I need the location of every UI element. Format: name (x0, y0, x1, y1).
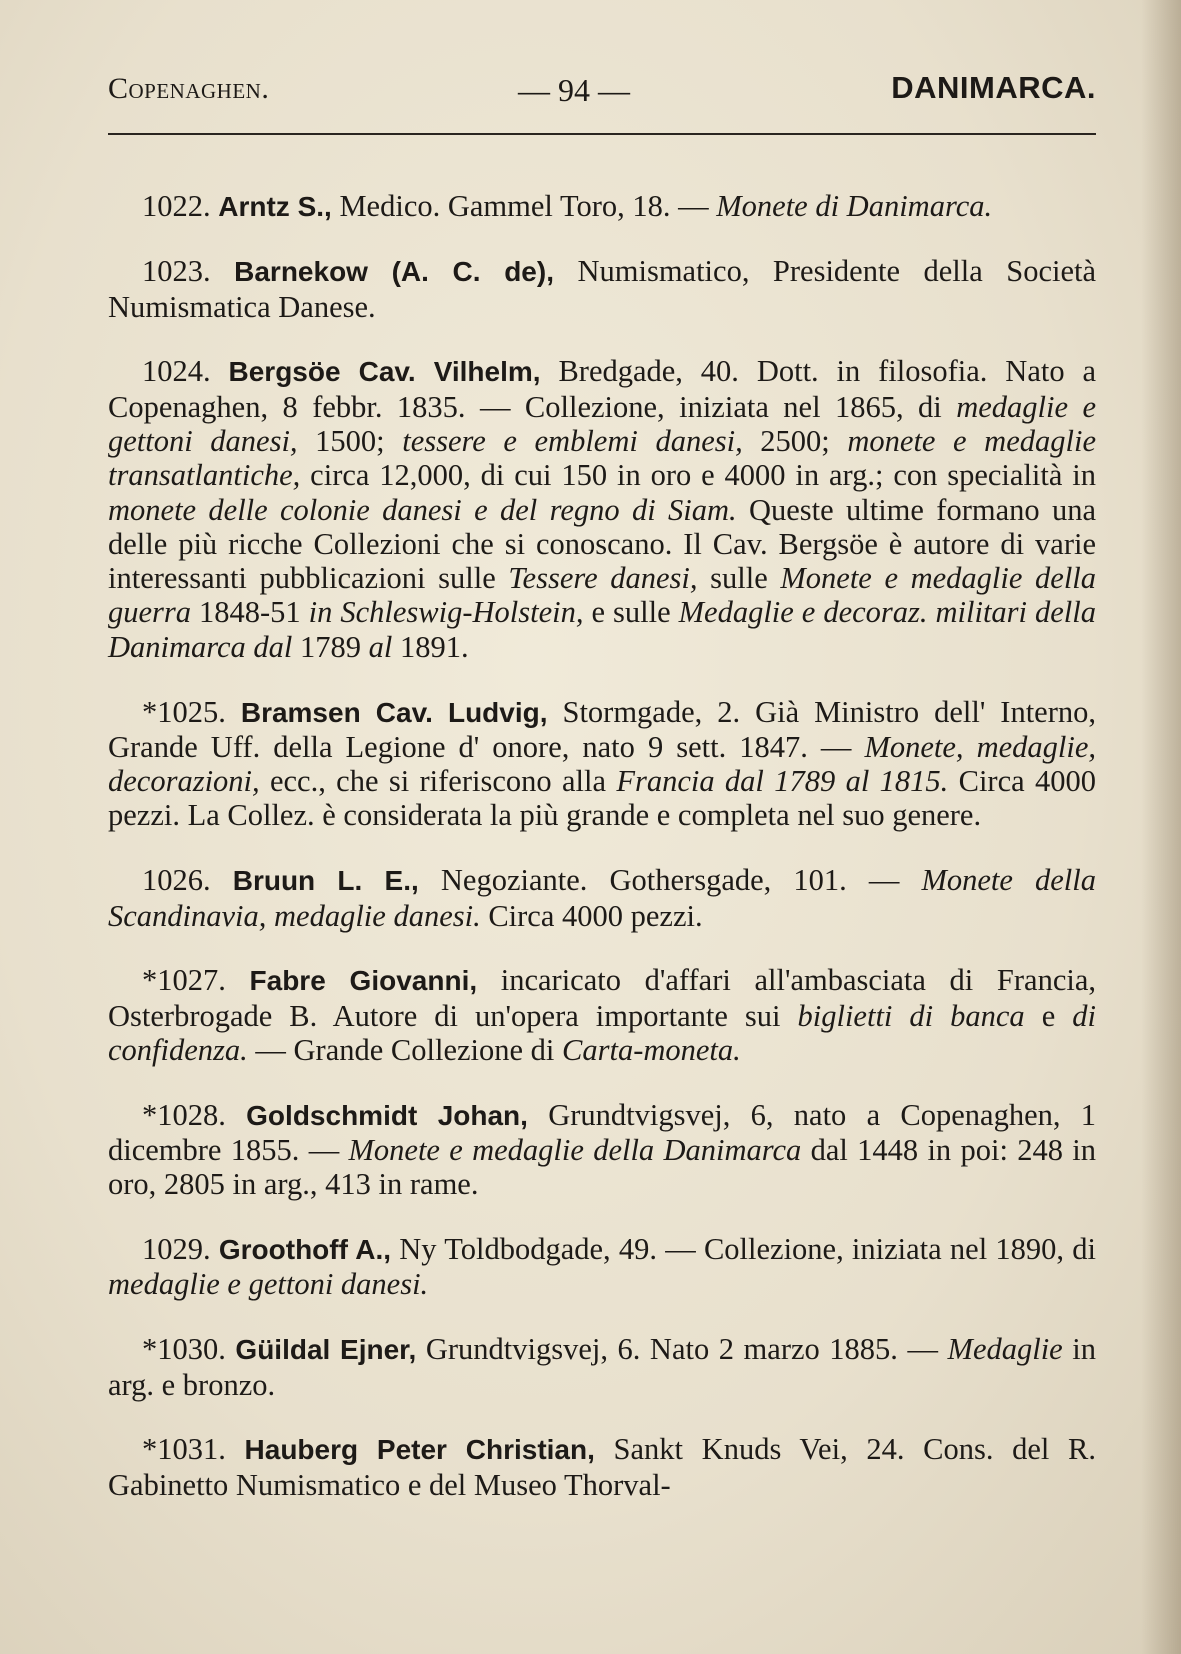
running-header (108, 68, 1096, 118)
entry (108, 863, 1096, 933)
entry-text: e (1024, 998, 1073, 1033)
header-country: DANIMARCA. (891, 70, 1096, 105)
entry-text: Bredgade, 40. Dott. in filosofia. Nato a Copenaghen, 8 febbr. 1835. — Collezione, iniziata nel 1865, di (108, 354, 1097, 424)
italic-text: al (368, 629, 393, 664)
entry (108, 695, 1096, 833)
entries-list (108, 158, 1096, 1516)
italic-text: in Schleswig-Holstein, (308, 595, 584, 630)
entry-number: *1031. (142, 1432, 245, 1467)
collector-name: Bruun L. E., (232, 865, 419, 897)
collector-name: Bramsen Cav. Ludvig, (240, 696, 548, 728)
italic-text: monete delle colonie danesi e del regno di Siam. (108, 492, 737, 527)
entry-text: sulle (697, 561, 781, 596)
italic-text: Carta-moneta. (562, 1032, 741, 1067)
italic-text: Medaglie (947, 1332, 1063, 1367)
italic-text: Francia dal 1789 al 1815. (616, 764, 949, 799)
italic-text: di confidenza. (108, 998, 1096, 1067)
entry-text: 2500; (742, 423, 848, 458)
entry (108, 1232, 1096, 1302)
entry-text: — Grande Collezione di (247, 1032, 563, 1067)
collector-name: Fabre Giovanni, (249, 965, 478, 997)
entry-text: Stormgade, 2. Già Ministro dell' Interno, Grande Uff. della Legione d' onore, nato 9 sett. 1847. — (108, 694, 1096, 764)
entry-text: 1789 (292, 629, 369, 664)
entry-number: 1024. (142, 354, 229, 389)
entry-text: Circa 4000 pezzi. La Collez. è considerata la più grande e completa nel suo genere. (108, 764, 1096, 833)
entry (108, 963, 1096, 1067)
italic-text: Monete e medaglie della Danimarca (348, 1133, 802, 1168)
entry-text: Grundtvigsvej, 6. Nato 2 marzo 1885. — (416, 1332, 948, 1367)
italic-text: Monete di Danimarca. (716, 188, 993, 223)
entry-number: 1026. (142, 863, 233, 898)
page-number: — 94 — (518, 72, 630, 108)
italic-text: biglietti di banca (797, 998, 1025, 1033)
entry (108, 189, 1096, 224)
entry-text: 1848-51 (191, 595, 309, 630)
entry-number: 1029. (142, 1232, 219, 1267)
entry-number: *1028. (142, 1097, 247, 1132)
italic-text: medaglie e gettoni danesi, (108, 389, 1096, 458)
italic-text: Monete e medaglie della guerra (108, 561, 1097, 630)
italic-text: medaglie e gettoni danesi. (108, 1267, 429, 1302)
italic-text: tessere e emblemi danesi, (402, 423, 743, 458)
collector-name: Groothoff A., (218, 1234, 392, 1266)
collector-name: Goldschmidt Johan, (246, 1099, 528, 1131)
entry-text: Medico. Gammel Toro, 18. — (331, 188, 717, 223)
entry-text: 1891. (392, 629, 469, 664)
entry (108, 1098, 1096, 1202)
entry-text: Numismatico, Presidente della Società Numismatica Danese. (108, 254, 1097, 324)
collector-name: Arntz S., (218, 190, 332, 222)
collector-name: Barnekow (A. C. de), (234, 256, 554, 288)
entry-number: *1027. (142, 963, 250, 998)
collector-name: Bergsöe Cav. Vilhelm, (228, 356, 541, 388)
entry-text: Ny Toldbodgade, 49. — Collezione, iniziata nel 1890, di (391, 1232, 1096, 1267)
collector-name: Hauberg Peter Christian, (244, 1434, 595, 1466)
italic-text: Medaglie e decoraz. militari della Danimarca dal (108, 595, 1096, 664)
entry-text: Circa 4000 pezzi. (480, 898, 703, 933)
collector-name: Güildal Ejner, (235, 1334, 417, 1366)
italic-text: Monete della Scandinavia, medaglie danesi. (108, 863, 1096, 933)
header-rule (108, 133, 1096, 135)
entry-text: Negoziante. Gothersgade, 101. — (418, 863, 922, 898)
entry (108, 354, 1096, 664)
entry-number: 1023. (142, 254, 235, 289)
entry-text: Queste ultime formano una delle più ricche Collezioni che si conoscano. Il Cav. Bergsöe è autore di varie interessanti pubblicazioni sulle (108, 492, 1096, 596)
italic-text: Tessere danesi, (508, 561, 698, 596)
italic-text: Monete, medaglie, decorazioni, (108, 729, 1096, 799)
entry-text: ecc., che si riferiscono alla (259, 764, 617, 799)
entry-number: 1022. (142, 188, 219, 223)
entry-text: e sulle (583, 595, 679, 630)
entry-text: circa 12,000, di cui 150 in oro e 4000 in arg.; con specialità in (300, 458, 1096, 493)
entry (108, 1432, 1096, 1502)
entry-number: *1025. (142, 694, 241, 729)
italic-text: monete e medaglie transatlantiche, (108, 423, 1096, 493)
entry-text: Grundtvigsvej, 6, nato a Copenaghen, 1 dicembre 1855. — (108, 1097, 1097, 1168)
entry-text: 1500; (297, 423, 403, 458)
entry (108, 1332, 1096, 1402)
entry (108, 254, 1096, 324)
entry-text: in arg. e bronzo. (108, 1332, 1096, 1402)
entry-number: *1030. (142, 1332, 236, 1367)
entry-text: dal 1448 in poi: 248 in oro, 2805 in arg., 413 in rame. (108, 1133, 1096, 1202)
entry-text: incaricato d'affari all'ambasciata di Francia, Osterbrogade B. Autore di un'opera importante sui (108, 963, 1096, 1033)
entry-text: Sankt Knuds Vei, 24. Cons. del R. Gabinetto Numismatico e del Museo Thorval- (108, 1432, 1096, 1502)
header-city: Copenaghen. (108, 72, 270, 105)
